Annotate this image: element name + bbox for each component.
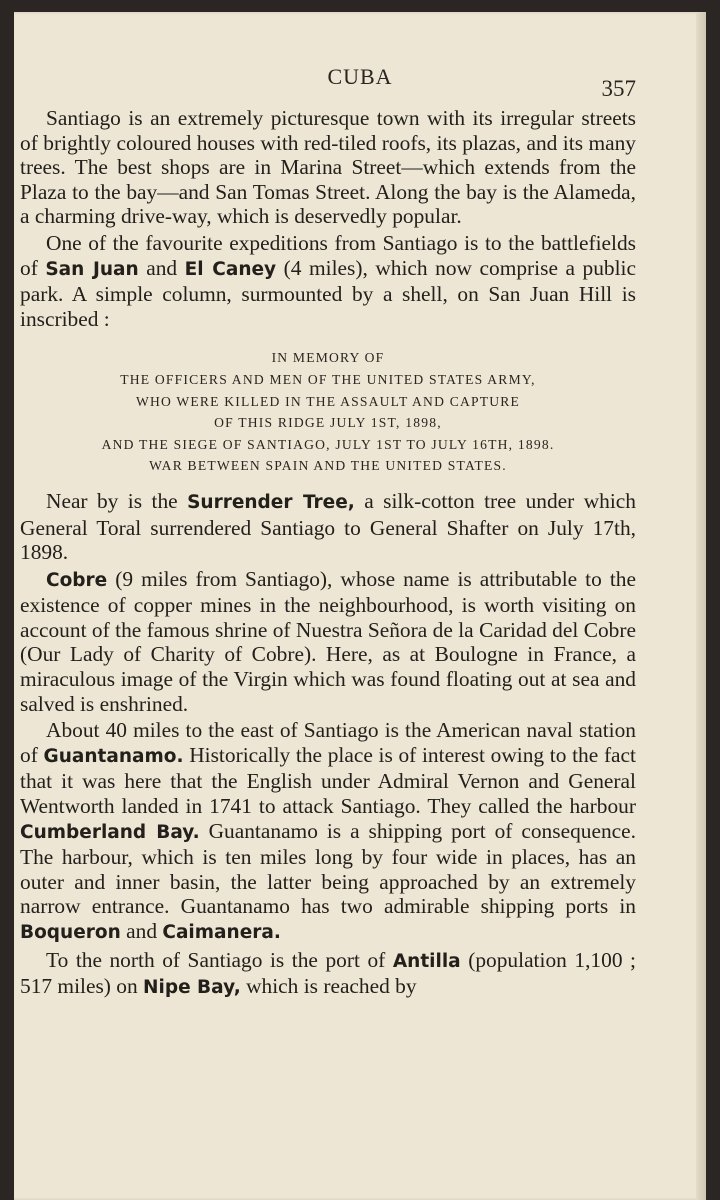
- paragraph-cobre: [20, 567, 636, 717]
- place-name-antilla: Antilla: [392, 950, 461, 972]
- place-name-san-juan: San Juan: [45, 258, 139, 280]
- text-run: a silk-cotton tree under which General Toral surrendered Santiago to General Shafter on July 17th, 1898.: [20, 488, 636, 565]
- inscription-line: IN MEMORY OF: [271, 350, 385, 366]
- text-run: To the north of Santiago is the port of: [46, 947, 393, 972]
- inscription-line: AND THE SIEGE OF SANTIAGO, JULY 1ST TO JULY 16TH, 1898.: [101, 436, 555, 452]
- running-head: CUBA: [327, 64, 393, 89]
- book-page: [14, 12, 706, 1200]
- text-run: (4 miles), which now comprise a public park. A simple column, surmounted by a shell, on San Juan Hill is inscribed :: [20, 255, 636, 331]
- place-name-cumberland-bay: Cumberland Bay.: [20, 821, 200, 843]
- text-run: and: [120, 919, 163, 943]
- text-run: (9 miles from Santiago), whose name is attributable to the existence of copper mines in the neighbourhood, is worth visiting on account of the famous shrine of Nuestra Señora de la Caridad del Cobre (Our Lady of Charity of Cobre). Here, as at Boulogne in France, a miraculous image of the Virgin which was found floating out at sea and salved is enshrined.: [20, 566, 636, 716]
- paragraph-surrender-tree: [20, 489, 636, 565]
- place-name-surrender-tree: Surrender Tree,: [187, 491, 355, 513]
- text-run: One of the favourite expeditions from Santiago is to the battlefields of: [20, 230, 636, 280]
- place-name-nipe-bay: Nipe Bay,: [143, 977, 241, 999]
- paragraph-antilla: [20, 948, 636, 1001]
- text-run: which is reached by: [240, 974, 417, 999]
- text-run: and: [138, 255, 185, 280]
- text-run: Santiago is an extremely picturesque town with its irregular streets of brightly coloured houses with red-tiled roofs, its plazas, and its many trees. The best shops are in Marina Street—which extends from the Plaza to the bay—and San Tomas Street. Along the bay is the Alameda, a charming drive-way, which is deservedly popular.: [20, 106, 636, 229]
- text-run: About 40 miles to the east of Santiago is the American naval station of: [20, 718, 636, 767]
- text-run: Historically the place is of interest owing to the fact that it was here that the English under Admiral Vernon and General Wentworth landed in 1741 to attack Santiago. They called the harbour: [20, 742, 636, 819]
- place-name-cobre: Cobre: [46, 569, 108, 591]
- place-name-caimanera: Caimanera.: [162, 922, 281, 943]
- paragraph-guantanamo: [20, 718, 636, 945]
- paragraph-battlefields: [20, 231, 636, 331]
- body-text: [20, 106, 636, 1001]
- place-name-boqueron: Boqueron: [20, 922, 121, 943]
- page-number: 357: [601, 76, 636, 101]
- inscription-block: [20, 347, 636, 477]
- inscription-line: THE OFFICERS AND MEN OF THE UNITED STATES ARMY,: [120, 371, 536, 387]
- place-name-guantanamo: Guantanamo.: [43, 745, 184, 767]
- inscription-line: WAR BETWEEN SPAIN AND THE UNITED STATES.: [149, 458, 507, 474]
- text-run: Near by is the: [46, 488, 188, 513]
- inscription-line: OF THIS RIDGE JULY 1ST, 1898,: [214, 415, 442, 431]
- inscription-line: WHO WERE KILLED IN THE ASSAULT AND CAPTURE: [135, 393, 521, 409]
- text-run: (population 1,100 ; 517 miles) on: [20, 947, 636, 999]
- page-edge: [696, 12, 706, 1200]
- text-run: Guantanamo is a shipping port of consequence. The harbour, which is ten miles long by four wide in places, has an outer and inner basin, the latter being approached by an extremely narrow entrance. Guantanamo has two admirable shipping ports in: [20, 818, 636, 919]
- place-name-el-caney: El Caney: [184, 258, 277, 280]
- paragraph-santiago: [20, 106, 636, 229]
